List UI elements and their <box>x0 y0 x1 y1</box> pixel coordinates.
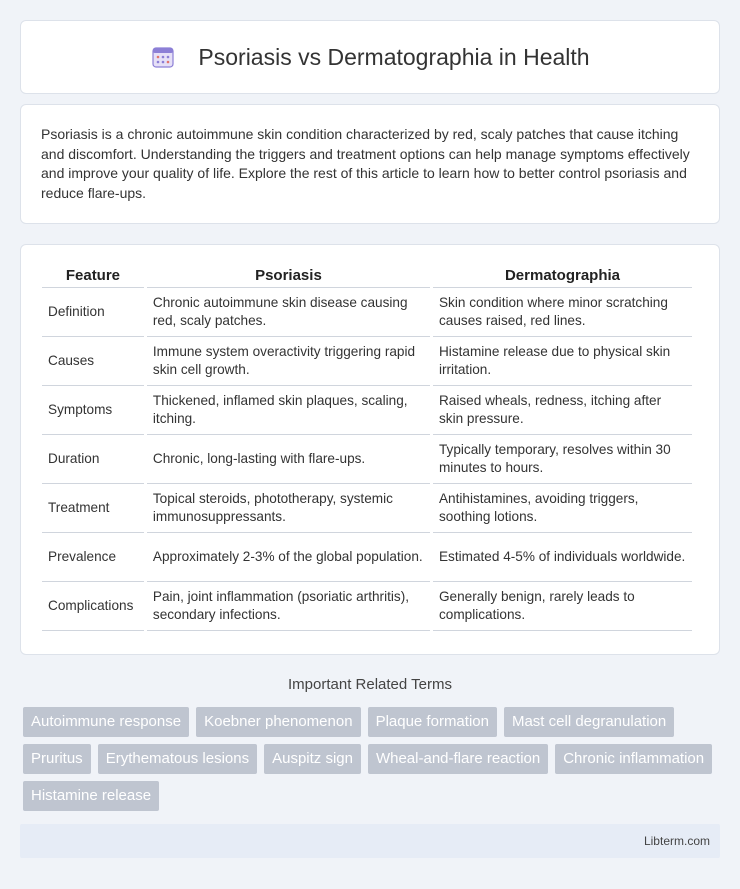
dermatographia-cell: Typically temporary, resolves within 30 minutes to hours. <box>433 435 692 484</box>
term-tag[interactable]: Chronic inflammation <box>555 744 712 774</box>
header-feature: Feature <box>42 265 144 288</box>
calendar-icon <box>150 44 176 70</box>
term-tag[interactable]: Auspitz sign <box>264 744 361 774</box>
feature-cell: Treatment <box>42 484 144 533</box>
page-title: Psoriasis vs Dermatographia in Health <box>198 43 590 70</box>
table-row <box>42 435 692 484</box>
feature-cell: Complications <box>42 582 144 631</box>
table-row <box>42 533 692 582</box>
feature-cell: Symptoms <box>42 386 144 435</box>
psoriasis-cell: Thickened, inflamed skin plaques, scaling, itching. <box>147 386 430 435</box>
feature-cell: Prevalence <box>42 533 144 582</box>
feature-cell: Duration <box>42 435 144 484</box>
psoriasis-cell: Immune system overactivity triggering rapid skin cell growth. <box>147 337 430 386</box>
term-tag[interactable]: Erythematous lesions <box>98 744 257 774</box>
dermatographia-cell: Generally benign, rarely leads to complications. <box>433 582 692 631</box>
term-tag[interactable]: Mast cell degranulation <box>504 707 674 737</box>
comparison-table <box>39 265 695 631</box>
table-row <box>42 288 692 337</box>
related-terms-list <box>23 707 723 818</box>
psoriasis-cell: Topical steroids, phototherapy, systemic immunosuppressants. <box>147 484 430 533</box>
term-tag[interactable]: Koebner phenomenon <box>196 707 360 737</box>
feature-cell: Definition <box>42 288 144 337</box>
header-psoriasis: Psoriasis <box>147 265 430 288</box>
comparison-table-card <box>20 244 720 655</box>
term-tag[interactable]: Histamine release <box>23 781 159 811</box>
term-tag[interactable]: Plaque formation <box>368 707 497 737</box>
header-dermatographia: Dermatographia <box>433 265 692 288</box>
dermatographia-cell: Estimated 4-5% of individuals worldwide. <box>433 533 692 582</box>
dermatographia-cell: Antihistamines, avoiding triggers, soothing lotions. <box>433 484 692 533</box>
psoriasis-cell: Chronic, long-lasting with flare-ups. <box>147 435 430 484</box>
table-header-row <box>42 265 692 288</box>
feature-cell: Causes <box>42 337 144 386</box>
table-row <box>42 582 692 631</box>
related-terms-title: Important Related Terms <box>288 676 452 693</box>
term-tag[interactable]: Pruritus <box>23 744 91 774</box>
footer <box>20 824 720 858</box>
table-row <box>42 386 692 435</box>
table-row <box>42 484 692 533</box>
intro-text: Psoriasis is a chronic autoimmune skin condition characterized by red, scaly patches that cause itching and discomfort. Understanding the triggers and treatment options can help manage symptoms effectively and improve your quality of life. Explore the rest of this article to learn how to better control psoriasis and reduce flare-ups. <box>41 126 690 201</box>
table-row <box>42 337 692 386</box>
dermatographia-cell: Skin condition where minor scratching causes raised, red lines. <box>433 288 692 337</box>
term-tag[interactable]: Autoimmune response <box>23 707 189 737</box>
term-tag[interactable]: Wheal-and-flare reaction <box>368 744 548 774</box>
intro-card <box>20 104 720 224</box>
footer-link[interactable]: Libterm.com <box>643 834 710 848</box>
header-card <box>20 20 720 94</box>
dermatographia-cell: Histamine release due to physical skin irritation. <box>433 337 692 386</box>
psoriasis-cell: Approximately 2-3% of the global population. <box>147 533 430 582</box>
dermatographia-cell: Raised wheals, redness, itching after skin pressure. <box>433 386 692 435</box>
psoriasis-cell: Pain, joint inflammation (psoriatic arthritis), secondary infections. <box>147 582 430 631</box>
psoriasis-cell: Chronic autoimmune skin disease causing red, scaly patches. <box>147 288 430 337</box>
